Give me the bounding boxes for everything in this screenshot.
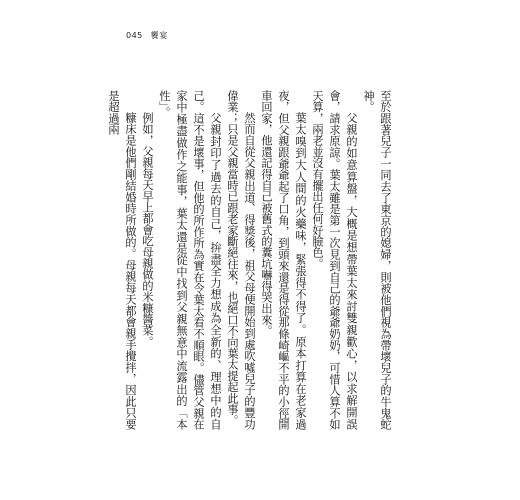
paragraph: 父親的如意算盤，大概是想帶葉太來討雙親歡心，以求解開誤會，請求原諒。葉太雖是第一次見到自己的爺爺奶奶，可惜人算不如天算，兩老並沒有擺出任何好臉色。 <box>311 90 358 430</box>
paragraph: 父親封印了過去的自己，拚盡全力想成為全新的、理想中的自己。這不是壞事，但他的所作所為實在令葉太看不順眼。儘管父親在家中極盡做作之能事，葉太還是從中找到父親無意中流露出的「本性」。 <box>158 90 222 430</box>
running-header <box>126 30 168 41</box>
paragraph: 糠床是他們剛結婚時所做的。母親每天都會親手攪拌，因此只要是超過兩 <box>107 90 137 430</box>
body-text <box>105 90 394 430</box>
paragraph: 然而自從父親出道、得獎後，祖父母便開始到處吹噓兒子的豐功偉業；只是父親當時已跟老家斷絕往來，也絕口不向葉太提起此事。 <box>226 90 256 430</box>
page-number: 045 <box>126 31 143 40</box>
paragraph: 至於跟著兒子一同去了東京的媳婦，則被他們視為帶壞兒子的牛鬼蛇神。 <box>362 90 392 430</box>
paragraph: 例如，父親每天早上都會吃母親做的米糠醬菜。 <box>141 112 154 348</box>
chapter-title: 饗宴 <box>150 31 168 40</box>
paragraph: 葉太嗅到大人間的火藥味，緊張得不得了。原本打算在老家過夜，但父親跟爺爺起了口角，到頭來還是得從那條崎嶇不平的小徑開車回家，他還記得自己被舊式的糞坑嚇得哭出來。 <box>260 90 307 430</box>
